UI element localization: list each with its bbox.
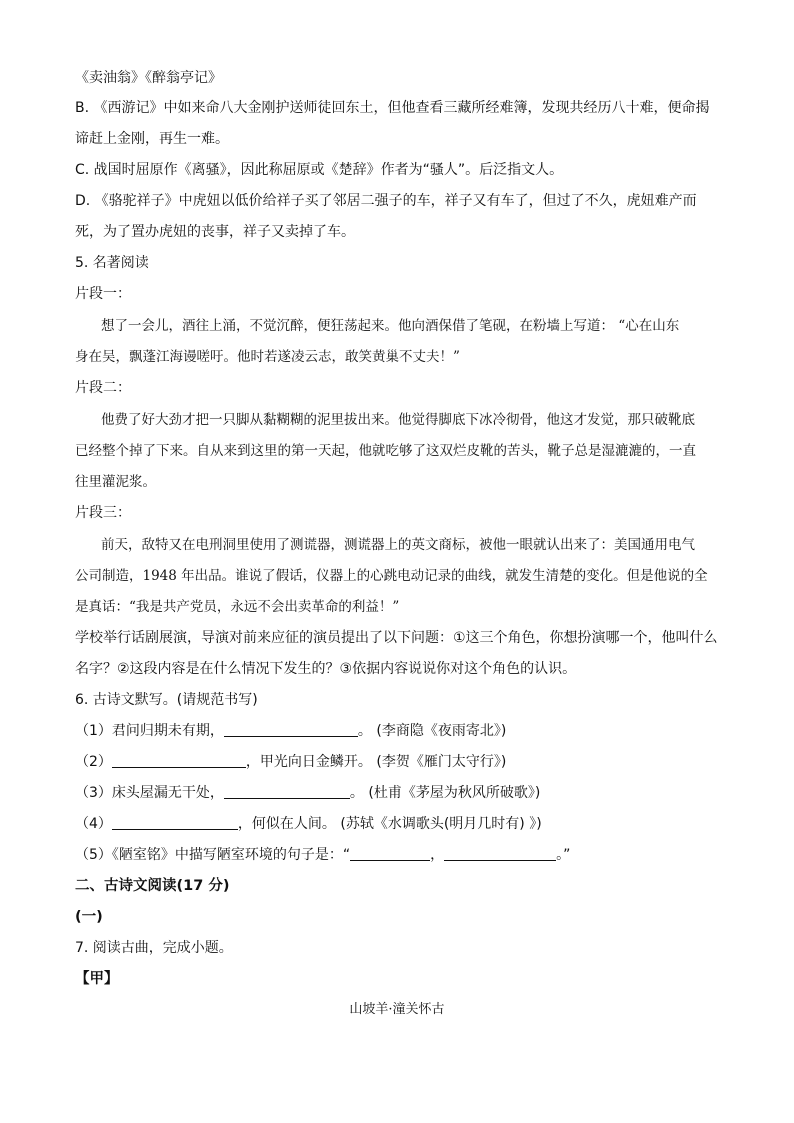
q6-item3-prefix: （3）床头屋漏无干处，	[75, 785, 224, 801]
fragment3-label: 片段三：	[75, 505, 131, 521]
fragment3-line1: 前天，敌特又在电刑洞里使用了测谎器，测谎器上的英文商标，被他一眼就认出来了：美国通用电气	[101, 537, 695, 553]
answer-blank-1[interactable]	[224, 722, 358, 737]
q7-prompt: 7. 阅读古曲，完成小题。	[75, 940, 233, 956]
q6-heading: 6. 古诗文默写。(请规范书写)	[75, 692, 258, 708]
q6-item4-suffix: ，何似在人间。 (苏轼《水调歌头(明月几时有) 》)	[237, 816, 542, 832]
poem-title: 山坡羊·潼关怀古	[349, 1002, 445, 1017]
fragment1-line1: 想了一会儿，酒往上涌，不觉沉醉，便狂荡起来。他向酒保借了笔砚，在粉墙上写道： “心在山东	[101, 318, 680, 334]
option-d-line2: 死，为了置办虎妞的丧事，祥子又卖掉了车。	[75, 224, 355, 240]
q6-item5	[75, 845, 570, 865]
passage-jia-label: 【甲】	[75, 971, 119, 987]
fragment2-line1: 他费了好大劲才把一只脚从黏糊糊的泥里拔出来。他觉得脚底下冰冷彻骨，他这才发觉，那只破靴底	[101, 412, 695, 428]
fragment1-line2: 身在吴，飘蓬江海谩嗟吁。他时若遂凌云志，敢笑黄巢不丈夫！”	[75, 349, 460, 365]
q6-item3	[75, 783, 540, 803]
q6-item5-suffix: 。”	[556, 847, 571, 863]
q6-item4-prefix: （4）	[75, 816, 112, 832]
option-c: C. 战国时屈原作《离骚》，因此称屈原或《楚辞》作者为“骚人”。后泛指文人。	[75, 162, 564, 178]
option-b-line1: B. 《西游记》中如来命八大金刚护送师徒回东土，但他查看三藏所经难簿，发现共经历八十难，便命揭	[75, 100, 710, 116]
option-d-line1: D. 《骆驼祥子》中虎妞以低价给祥子买了邻居二强子的车，祥子又有车了，但过了不久，虎妞难产而	[75, 193, 697, 209]
q5-task-line1: 学校举行话剧展演，导演对前来应征的演员提出了以下问题：①这三个角色，你想扮演哪一个，他叫什么	[75, 630, 718, 646]
q6-item1-prefix: （1）君问归期未有期，	[75, 723, 224, 739]
fragment3-line3: 是真话：“我是共产党员，永远不会出卖革命的利益！”	[75, 599, 400, 615]
q6-item2-prefix: （2）	[75, 754, 112, 770]
fragment2-label: 片段二：	[75, 380, 131, 396]
q6-item3-suffix: 。 (杜甫《茅屋为秋风所破歌》)	[349, 785, 541, 801]
answer-blank-5b[interactable]	[444, 846, 556, 861]
section2-heading: 二、古诗文阅读(17 分)	[75, 878, 230, 894]
q6-item5-separator: ，	[430, 847, 445, 863]
option-a-tail: 《卖油翁》《醉翁亭记》	[75, 70, 222, 86]
fragment2-line2: 已经整个掉了下来。自从来到这里的第一天起，他就吃够了这双烂皮靴的苦头，靴子总是湿漉漉的，一直	[75, 443, 696, 459]
q6-item2-suffix: ，甲光向日金鳞开。 (李贺《雁门太守行》)	[245, 754, 507, 770]
fragment1-label: 片段一：	[75, 286, 131, 302]
answer-blank-5a[interactable]	[350, 846, 430, 861]
fragment2-line3: 往里灌泥浆。	[75, 474, 156, 490]
fragment3-line2: 公司制造，1948 年出品。谁说了假话，仪器上的心跳电动记录的曲线，就发生清楚的变化。但是他说的全	[75, 568, 708, 584]
section2-subsection: (一)	[75, 909, 103, 925]
q6-item1-suffix: 。 (李商隐《夜雨寄北》)	[357, 723, 507, 739]
q6-item2	[75, 752, 506, 772]
q6-item1	[75, 721, 506, 741]
answer-blank-2[interactable]	[112, 753, 246, 768]
q6-item4	[75, 814, 542, 834]
q5-heading: 5. 名著阅读	[75, 255, 149, 271]
option-b-line2: 谛赶上金刚，再生一难。	[75, 131, 229, 147]
answer-blank-4[interactable]	[112, 815, 238, 830]
answer-blank-3[interactable]	[224, 784, 350, 799]
q5-task-line2: 名字？②这段内容是在什么情况下发生的？③依据内容说说你对这个角色的认识。	[75, 661, 577, 677]
q6-item5-prefix: （5）《陋室铭》中描写陋室环境的句子是：“	[75, 847, 351, 863]
